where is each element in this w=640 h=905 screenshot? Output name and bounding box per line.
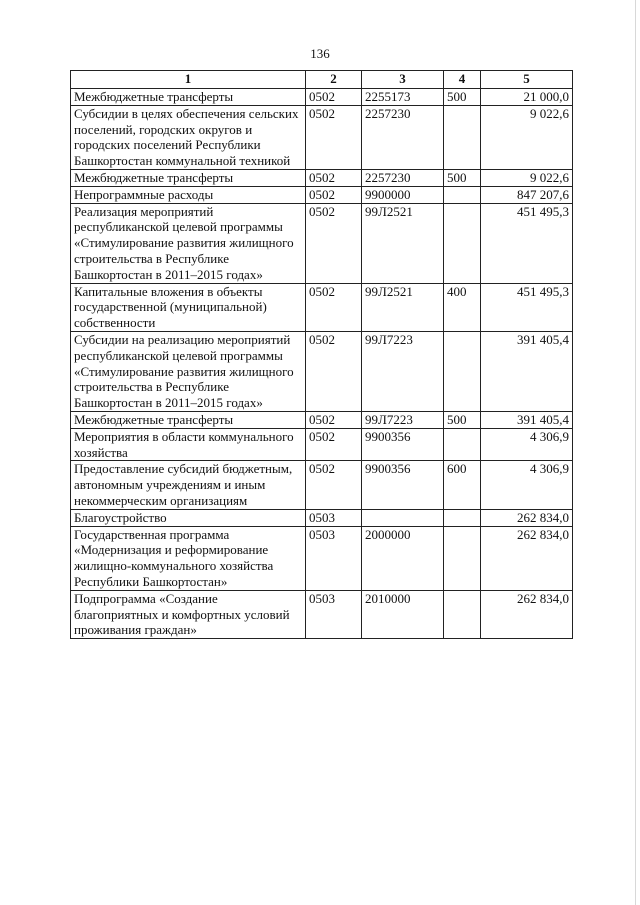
row-name-cell: Мероприятия в области коммунального хозяйства <box>71 428 306 461</box>
header-col-5: 5 <box>481 71 573 89</box>
table-row <box>71 509 573 526</box>
header-col-3: 3 <box>362 71 444 89</box>
row-amount-cell: 391 405,4 <box>481 411 573 428</box>
row-target-cell: 2257230 <box>362 105 444 169</box>
row-amount-cell: 4 306,9 <box>481 428 573 461</box>
row-vr-cell: 500 <box>444 169 481 186</box>
table-row <box>71 283 573 331</box>
row-target-cell: 2000000 <box>362 526 444 590</box>
row-name-cell: Капитальные вложения в объекты государственной (муниципальной) собственности <box>71 283 306 331</box>
row-vr-cell <box>444 186 481 203</box>
row-section-cell: 0502 <box>306 411 362 428</box>
row-target-cell: 99Л2521 <box>362 203 444 283</box>
row-vr-cell: 500 <box>444 89 481 106</box>
row-vr-cell <box>444 331 481 411</box>
table-row <box>71 186 573 203</box>
row-amount-cell: 262 834,0 <box>481 590 573 638</box>
row-name-cell: Реализация мероприятий республиканской целевой программы «Стимулирование развития жилищного строительства в Республике Башкортостан в 2011–2015 годах» <box>71 203 306 283</box>
row-target-cell: 2255173 <box>362 89 444 106</box>
table-header-row <box>71 71 573 89</box>
row-amount-cell: 451 495,3 <box>481 203 573 283</box>
row-vr-cell <box>444 105 481 169</box>
row-section-cell: 0502 <box>306 331 362 411</box>
table-row <box>71 526 573 590</box>
row-name-cell: Предоставление субсидий бюджетным, автономным учреждениям и иным некоммерческим организациям <box>71 461 306 509</box>
row-name-cell: Межбюджетные трансферты <box>71 89 306 106</box>
row-section-cell: 0502 <box>306 169 362 186</box>
row-section-cell: 0502 <box>306 105 362 169</box>
header-col-4: 4 <box>444 71 481 89</box>
row-name-cell: Межбюджетные трансферты <box>71 169 306 186</box>
row-name-cell: Субсидии на реализацию мероприятий республиканской целевой программы «Стимулирование развития жилищного строительства в Республике Башкортостан в 2011–2015 годах» <box>71 331 306 411</box>
row-target-cell: 99Л2521 <box>362 283 444 331</box>
row-section-cell: 0502 <box>306 461 362 509</box>
row-amount-cell: 262 834,0 <box>481 526 573 590</box>
row-amount-cell: 451 495,3 <box>481 283 573 331</box>
row-amount-cell: 4 306,9 <box>481 461 573 509</box>
table-row <box>71 203 573 283</box>
header-col-1: 1 <box>71 71 306 89</box>
row-name-cell: Благоустройство <box>71 509 306 526</box>
row-name-cell: Субсидии в целях обеспечения сельских поселений, городских округов и городских поселений Республики Башкортостан коммунальной техникой <box>71 105 306 169</box>
row-name-cell: Государственная программа «Модернизация и реформирование жилищно-коммунального хозяйства Республики Башкортостан» <box>71 526 306 590</box>
row-target-cell: 99Л7223 <box>362 411 444 428</box>
row-target-cell <box>362 509 444 526</box>
row-section-cell: 0503 <box>306 590 362 638</box>
row-amount-cell: 9 022,6 <box>481 105 573 169</box>
row-amount-cell: 21 000,0 <box>481 89 573 106</box>
row-name-cell: Подпрограмма «Создание благоприятных и комфортных условий проживания граждан» <box>71 590 306 638</box>
row-vr-cell: 400 <box>444 283 481 331</box>
row-vr-cell <box>444 203 481 283</box>
table-row <box>71 105 573 169</box>
row-vr-cell: 600 <box>444 461 481 509</box>
row-vr-cell <box>444 509 481 526</box>
table-row <box>71 331 573 411</box>
row-target-cell: 2010000 <box>362 590 444 638</box>
row-section-cell: 0502 <box>306 186 362 203</box>
row-section-cell: 0502 <box>306 283 362 331</box>
row-target-cell: 2257230 <box>362 169 444 186</box>
row-target-cell: 9900356 <box>362 461 444 509</box>
row-section-cell: 0502 <box>306 203 362 283</box>
table-row <box>71 428 573 461</box>
row-name-cell: Межбюджетные трансферты <box>71 411 306 428</box>
table-row <box>71 411 573 428</box>
row-target-cell: 99Л7223 <box>362 331 444 411</box>
row-section-cell: 0503 <box>306 526 362 590</box>
row-amount-cell: 9 022,6 <box>481 169 573 186</box>
row-vr-cell <box>444 428 481 461</box>
table-body <box>71 89 573 639</box>
page-number: 136 <box>310 46 330 61</box>
row-vr-cell <box>444 526 481 590</box>
scan-edge-line <box>635 0 636 905</box>
row-section-cell: 0502 <box>306 428 362 461</box>
row-amount-cell: 262 834,0 <box>481 509 573 526</box>
row-name-cell: Непрограммные расходы <box>71 186 306 203</box>
row-target-cell: 9900356 <box>362 428 444 461</box>
table-row <box>71 461 573 509</box>
table-row <box>71 590 573 638</box>
row-target-cell: 9900000 <box>362 186 444 203</box>
table-row <box>71 169 573 186</box>
row-amount-cell: 847 207,6 <box>481 186 573 203</box>
row-vr-cell <box>444 590 481 638</box>
row-section-cell: 0503 <box>306 509 362 526</box>
row-vr-cell: 500 <box>444 411 481 428</box>
row-section-cell: 0502 <box>306 89 362 106</box>
header-col-2: 2 <box>306 71 362 89</box>
row-amount-cell: 391 405,4 <box>481 331 573 411</box>
table-row <box>71 89 573 106</box>
budget-table <box>70 70 573 639</box>
